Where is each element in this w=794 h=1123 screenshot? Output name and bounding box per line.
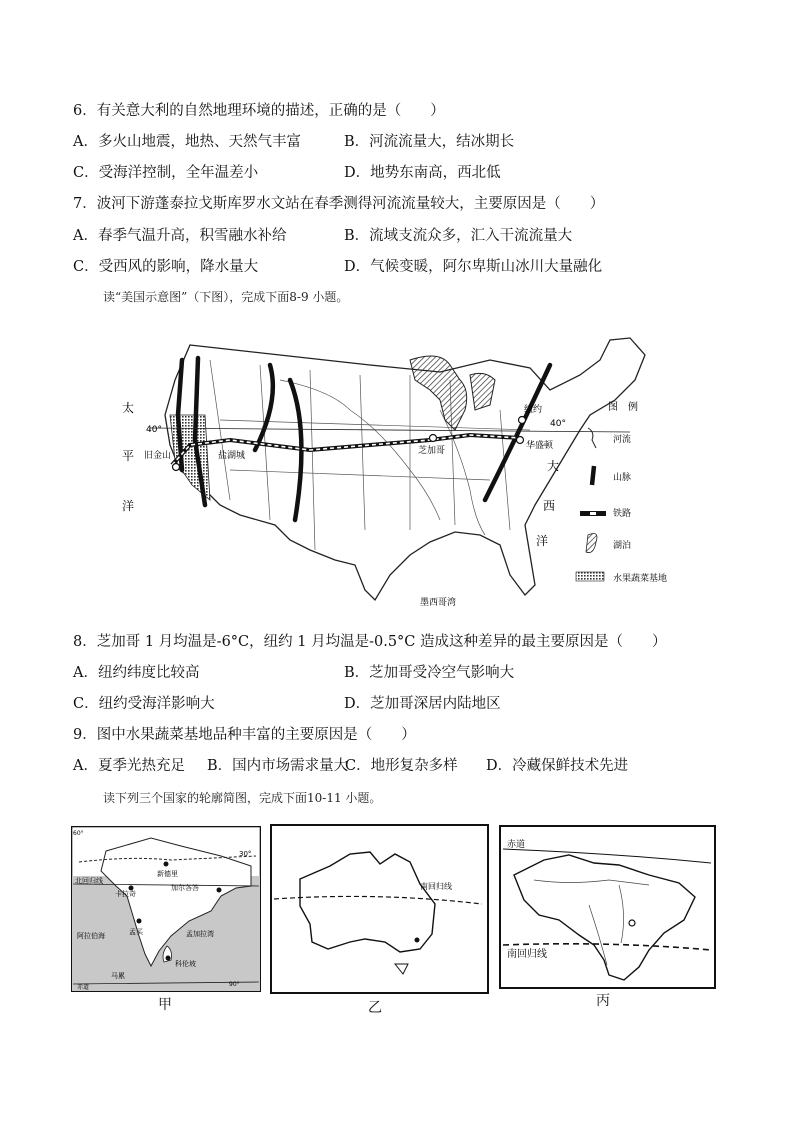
svg-text:90°: 90° (229, 981, 240, 988)
jia-tropic: 北回归线 (75, 877, 103, 885)
label-gulf-of-mexico: 墨西哥湾 (420, 598, 457, 608)
legend-fruit-base: 水果蔬菜基地 (613, 574, 668, 584)
q9-option-b[interactable]: B．国内市场需求量大 (207, 758, 349, 774)
yi-tropic: 南回归线 (420, 882, 452, 891)
map-yi-australia (270, 824, 489, 994)
legend-title: 图 例 (608, 402, 638, 413)
map-jia-india (71, 826, 261, 992)
jia-equator: 赤道 (77, 984, 90, 991)
jia-newdelhi: 新德里 (157, 870, 178, 878)
q8-option-a[interactable]: A．纽约纬度比较高 (73, 665, 200, 681)
q7-option-b[interactable]: B．流域支流众多，汇入干流流量大 (344, 228, 573, 244)
q9-option-a[interactable]: A．夏季光热充足 (73, 758, 185, 774)
instruction-8-9: 读“美国示意图”（下图），完成下面8-9 小题。 (103, 290, 349, 304)
legend-railway: 铁路 (613, 509, 632, 519)
q9-option-d[interactable]: D．冷藏保鲜技术先进 (486, 758, 629, 774)
legend-river: 河流 (613, 435, 632, 445)
label-yi: 乙 (368, 1000, 382, 1016)
pacific-1: 太 (122, 401, 135, 415)
atlantic-2: 西 (543, 499, 556, 513)
pacific-2: 平 (122, 449, 135, 463)
label-salt-lake-city: 盐湖城 (218, 451, 246, 461)
q8-option-b[interactable]: B．芝加哥受冷空气影响大 (344, 665, 515, 681)
legend-lake: 湖泊 (613, 541, 632, 551)
jia-arabian-sea: 阿拉伯海 (77, 932, 105, 940)
jia-bay-of-bengal: 孟加拉湾 (186, 930, 214, 938)
q6-option-a[interactable]: A．多火山地震，地热、天然气丰富 (73, 134, 301, 150)
q8-option-d[interactable]: D．芝加哥深居内陆地区 (344, 696, 501, 712)
question-7-stem: 7．波河下游蓬泰拉戈斯库罗水文站在春季测得河流流量较大，主要原因是（ ） (73, 196, 605, 212)
jia-lat30: 30° (239, 850, 252, 858)
label-washington: 华盛顿 (526, 441, 554, 451)
us-map (110, 320, 680, 620)
jia-colombo: 科伦坡 (175, 960, 196, 968)
bing-tropic: 南回归线 (507, 949, 547, 960)
q8-option-c[interactable]: C．纽约受海洋影响大 (73, 696, 215, 712)
q9-option-c[interactable]: C．地形复杂多样 (345, 758, 458, 774)
q7-option-d[interactable]: D．气候变暖，阿尔卑斯山冰川大量融化 (344, 259, 603, 275)
q6-option-b[interactable]: B．河流流量大，结冰期长 (344, 134, 515, 150)
label-san-francisco: 旧金山 (144, 451, 172, 461)
svg-text:60°: 60° (73, 830, 84, 837)
jia-karachi: 卡拉奇 (115, 890, 136, 898)
lat40-right: 40° (550, 419, 566, 429)
label-bing: 丙 (596, 993, 610, 1009)
jia-maldives: 马累 (111, 972, 125, 980)
q7-option-c[interactable]: C．受西风的影响，降水量大 (73, 259, 259, 275)
q6-option-c[interactable]: C．受海洋控制，全年温差小 (73, 165, 259, 181)
map-bing-brazil (499, 825, 716, 989)
instruction-10-11: 读下列三个国家的轮廓简图，完成下面10-11 小题。 (103, 791, 382, 805)
question-6-stem: 6．有关意大利的自然地理环境的描述，正确的是（ ） (73, 103, 445, 119)
lat40-left: 40° (146, 425, 162, 435)
question-8-stem: 8．芝加哥 1 月均温是-6°C，纽约 1 月均温是-0.5°C 造成这种差异的最主要原因是（ ） (73, 634, 667, 650)
atlantic-3: 洋 (536, 534, 549, 548)
atlantic-1: 大 (547, 459, 560, 473)
label-new-york: 纽约 (524, 405, 543, 415)
q6-option-d[interactable]: D．地势东南高，西北低 (344, 165, 501, 181)
bing-equator: 赤道 (507, 840, 526, 850)
q7-option-a[interactable]: A．春季气温升高，积雪融水补给 (73, 228, 287, 244)
map-legend (576, 400, 667, 584)
usa-outline (165, 338, 645, 600)
question-9-stem: 9．图中水果蔬菜基地品种丰富的主要原因是（ ） (73, 727, 416, 743)
label-chicago: 芝加哥 (418, 446, 446, 456)
legend-mountain: 山脉 (613, 473, 632, 483)
jia-kolkata: 加尔各答 (171, 884, 199, 892)
label-jia: 甲 (158, 997, 172, 1013)
pacific-3: 洋 (122, 499, 135, 513)
jia-mumbai: 孟买 (129, 928, 143, 936)
